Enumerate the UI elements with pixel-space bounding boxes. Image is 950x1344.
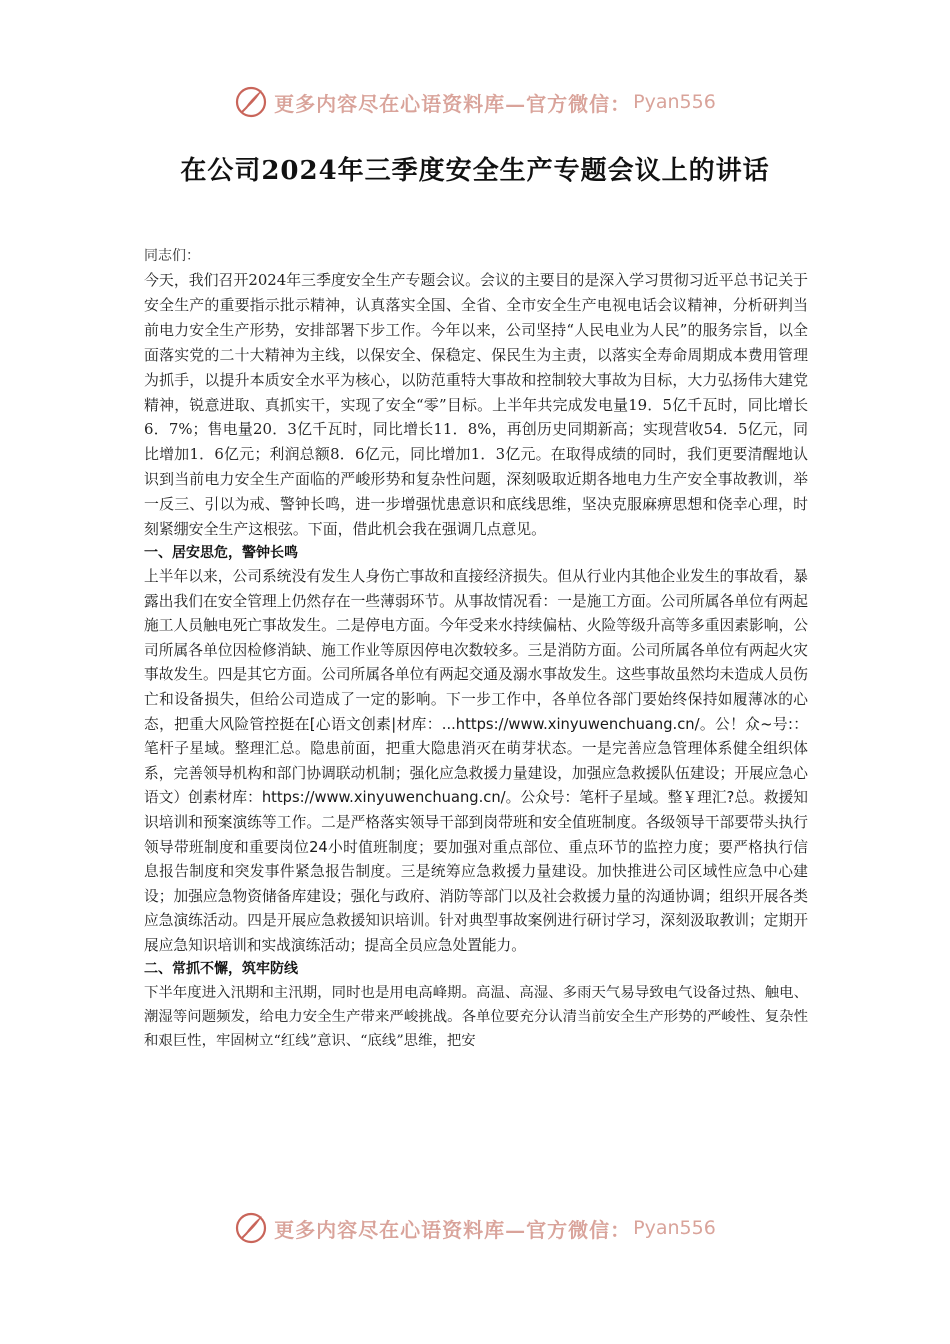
- watermark-text: 更多内容尽在心语资料库—官方微信：: [274, 91, 632, 116]
- paragraph-section-2: 下半年度进入汛期和主汛期，同时也是用电高峰期。高温、高湿、多雨天气易导致电气设备过热、触电、潮湿等问题频发，给电力安全生产带来严峻挑战。各单位要充分认清当前安全生产形势的严峻性、复杂性和艰巨性，牢固树立“红线”意识、“底线”思维，把安: [144, 985, 808, 1050]
- salutation: 同志们：: [144, 248, 200, 264]
- section-heading-2: 二、常抓不懈，筑牢防线: [144, 961, 298, 978]
- paragraph-intro: 今天，我们召开2024年三季度安全生产专题会议。会议的主要目的是深入学习贯彻习近平总书记关于安全生产的重要指示批示精神，认真落实全国、全省、全市安全生产电视电话会议精神，分析研判当前电力安全生产形势，安排部署下步工作。今年以来，公司坚持“人民电业为人民”的服务宗旨，以全面落实党的二十大精神为主线，以保安全、保稳定、保民生为主责，以落实全寿命周期成本费用管理为抓手，以提升本质安全水平为核心，以防范重特大事故和控制较大事故为目标，大力弘扬伟大建党精神，锐意进取、真抓实干，实现了安全“零”目标。上半年共完成发电量19．5亿千瓦时，同比增长6．7%；售电量20．3亿千瓦时，同比增长11．8%，再创历史同期新高；实现营收54．5亿元，同比增加1．6亿元；利润总额8．6亿元，同比增加1．3亿元。在取得成绩的同时，我们更要清醒地认识到当前电力安全生产面临的严峻形势和复杂性问题，深刻吸取近期各地电力生产安全事故教训，举一反三、引以为戒、警钟长鸣，进一步增强忧患意识和底线思维，坚决克服麻痹思想和侥幸心理，时刻紧绷安全生产这根弦。下面，借此机会我在强调几点意见。: [144, 271, 808, 539]
- watermark-header: [0, 82, 950, 122]
- watermark-text: 更多内容尽在心语资料库—官方微信：: [274, 1217, 632, 1242]
- quill-logo-icon: [234, 85, 268, 119]
- paragraph-section-1: 上半年以来，公司系统没有发生人身伤亡事故和直接经济损失。但从行业内其他企业发生的事故看，暴露出我们在安全管理上仍然存在一些薄弱环节。从事故情况看：一是施工方面。公司所属各单位有两起施工人员触电死亡事故发生。二是停电方面。今年受来水持续偏枯、火险等级升高等多重因素影响，公司所属各单位因检修消缺、施工作业等原因停电次数较多。三是消防方面。公司所属各单位有两起火灾事故发生。四是其它方面。公司所属各单位有两起交通及溺水事故发生。这些事故虽然均未造成人员伤亡和设备损失，但给公司造成了一定的影响。下一步工作中，各单位各部门要始终保持如履薄冰的心态，把重大风险管控挺在[心语文创素|材库：...https://www.xinyuwenchuang.cn/。公！众~号:：笔杆子星域。整理汇总。隐患前面，把重大隐患消灭在萌芽状态。一是完善应急管理体系健全组织体系，完善领导机构和部门协调联动机制；强化应急救援力量建设，加强应急救援队伍建设；开展应急心语文）创素材库：https://www.xinyuwenchuang.cn/。公众号：笔杆子星域。整￥理汇?总。救援知识培训和预案演练等工作。二是严格落实领导干部到岗带班和安全值班制度。各级领导干部要带头执行领导带班制度和重要岗位24小时值班制度；要加强对重点部位、重点环节的监控力度；要严格执行信息报告制度和突发事件紧急报告制度。三是统筹应急救援力量建设。加快推进公司区域性应急中心建设；加强应急物资储备库建设；强化与政府、消防等部门以及社会救援力量的沟通协调；组织开展各类应急演练活动。四是开展应急救援知识培训。针对典型事故案例进行研讨学习，深刻汲取教训；定期开展应急知识培训和实战演练活动；提高全员应急处置能力。: [144, 567, 808, 954]
- watermark-footer: [0, 1208, 950, 1248]
- document-body: [144, 244, 808, 1053]
- watermark-account: Pyan556: [633, 91, 716, 113]
- quill-logo-icon: [234, 1211, 268, 1245]
- watermark-account: Pyan556: [633, 1217, 716, 1239]
- section-heading-1: 一、居安思危，警钟长鸣: [144, 544, 298, 561]
- document-title: 在公司2024年三季度安全生产专题会议上的讲话: [180, 156, 770, 186]
